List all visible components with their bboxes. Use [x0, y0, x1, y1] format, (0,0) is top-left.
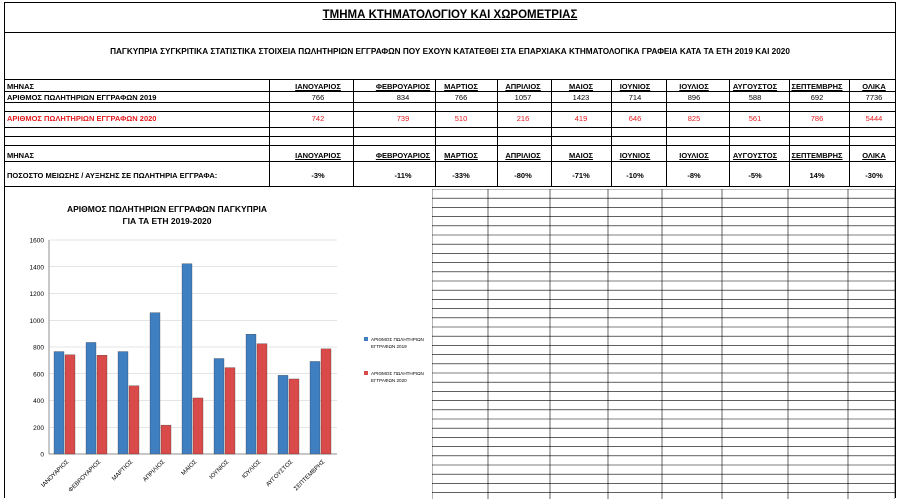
column-divider: [435, 79, 436, 187]
bar-2020: [321, 349, 331, 454]
column-divider: [666, 79, 667, 187]
x-tick-label: ΙΑΝΟΥΑΡΙΟΣ: [40, 459, 71, 489]
month-header: ΑΠΡΙΛΙΟΣ: [505, 82, 541, 91]
percentage-value: -3%: [311, 171, 325, 180]
y-tick-label: 800: [33, 344, 44, 352]
value-2020: 739: [396, 114, 410, 123]
column-divider: [551, 79, 552, 187]
chart-panel: [7, 189, 430, 499]
column-divider: [611, 79, 612, 187]
rule: [5, 91, 895, 92]
percentage-value: -33%: [452, 171, 470, 180]
value-2019: 834: [396, 93, 410, 102]
month-header-second: ΦΕΒΡΟΥΑΡΙΟΣ: [375, 151, 431, 160]
column-divider: [849, 79, 850, 187]
month-header-second: ΣΕΠΤΕΜΒΡΗΣ: [791, 151, 843, 160]
bar-2020: [161, 425, 171, 454]
x-tick-label: ΜΑΡΤΙΟΣ: [111, 459, 135, 483]
percentage-value: -71%: [572, 171, 590, 180]
value-2019: 896: [687, 93, 701, 102]
month-header: ΜΑΙΟΣ: [568, 82, 594, 91]
value-2019: 692: [810, 93, 824, 102]
rule: [5, 102, 895, 103]
column-divider: [497, 79, 498, 187]
month-header-second: ΑΥΓΟΥΣΤΟΣ: [732, 151, 778, 160]
report-sheet: [4, 2, 896, 498]
bar-2019: [278, 375, 288, 454]
bar-2019: [86, 342, 96, 454]
x-tick-label: ΙΟΥΛΙΟΣ: [241, 459, 263, 481]
percentage-value: 14%: [809, 171, 825, 180]
rule: [5, 79, 895, 80]
value-2020: 510: [454, 114, 468, 123]
rule: [5, 136, 895, 137]
x-tick-label: ΜΑΙΟΣ: [180, 459, 199, 477]
bar-2019: [118, 352, 128, 454]
month-header: ΦΕΒΡΟΥΑΡΙΟΣ: [375, 82, 431, 91]
page-title: ΤΜΗΜΑ ΚΤΗΜΑΤΟΛΟΓΙΟΥ ΚΑΙ ΧΩΡΟΜΕΤΡΙΑΣ: [322, 9, 578, 21]
y-tick-label: 1400: [29, 264, 44, 272]
value-2020: 5444: [865, 114, 883, 123]
value-2020: 825: [687, 114, 701, 123]
month-header-second: ΜΑΙΟΣ: [568, 151, 594, 160]
y-tick-label: 1000: [29, 317, 44, 325]
legend-swatch: [364, 371, 368, 375]
value-2020: 646: [628, 114, 642, 123]
month-header: ΙΟΥΛΙΟΣ: [679, 82, 709, 91]
bar-2019: [150, 313, 160, 454]
value-2019: 7736: [865, 93, 883, 102]
value-2019: 766: [454, 93, 468, 102]
row-2019-label: ΑΡΙΘΜΟΣ ΠΩΛΗΤΗΡΙΩΝ ΕΓΓΡΑΦΩΝ 2019: [7, 93, 157, 102]
percentage-value: -80%: [514, 171, 532, 180]
percentage-label: ΠΟΣΟΣΤΟ ΜΕΙΩΣΗΣ / ΑΥΞΗΣΗΣ ΣΕ ΠΩΛΗΤΗΡΙΑ ΕΓΓΡΑΦΑ:: [7, 171, 218, 180]
x-tick-label: ΑΥΓΟΥΣΤΟΣ: [265, 459, 295, 489]
bar-2019: [214, 359, 224, 454]
bar-2020: [193, 398, 203, 454]
y-tick-label: 1600: [29, 237, 44, 245]
value-2020: 786: [810, 114, 824, 123]
x-tick-label: ΦΕΒΡΟΥΑΡΙΟΣ: [67, 459, 103, 494]
column-divider: [269, 79, 270, 187]
month-header-second: ΙΑΝΟΥΑΡΙΟΣ: [295, 151, 341, 160]
legend-swatch: [364, 337, 368, 341]
x-tick-label: ΙΟΥΝΙΟΣ: [208, 459, 231, 481]
value-2020: 419: [574, 114, 588, 123]
month-header: ΜΑΡΤΙΟΣ: [444, 82, 478, 91]
y-tick-label: 200: [33, 424, 44, 432]
bar-2019: [246, 334, 256, 454]
value-2020: 561: [748, 114, 762, 123]
rule: [5, 127, 895, 128]
legend-label: ΑΡΙΘΜΟΣ ΠΩΛΗΤΗΡΙΩΝ ΕΓΓΡΑΦΩΝ 2020: [371, 371, 424, 383]
month-header: ΑΥΓΟΥΣΤΟΣ: [732, 82, 778, 91]
month-label: ΜΗΝΑΣ: [7, 82, 34, 91]
value-2019: 1057: [514, 93, 532, 102]
bar-2019: [310, 361, 320, 454]
month-header-second: ΙΟΥΛΙΟΣ: [679, 151, 709, 160]
month-header: ΣΕΠΤΕΜΒΡΗΣ: [791, 82, 843, 91]
bar-2020: [289, 379, 299, 454]
chart-subtitle: ΓΙΑ ΤΑ ΕΤΗ 2019-2020: [122, 216, 212, 226]
rule: [5, 111, 895, 112]
value-2019: 588: [748, 93, 762, 102]
value-2020: 216: [516, 114, 530, 123]
value-2019: 1423: [572, 93, 590, 102]
percentage-value: -8%: [687, 171, 701, 180]
month-header: ΙΑΝΟΥΑΡΙΟΣ: [295, 82, 341, 91]
bar-2020: [225, 368, 235, 454]
bar-chart: [7, 189, 430, 499]
y-tick-label: 0: [40, 451, 44, 459]
y-tick-label: 600: [33, 371, 44, 379]
month-header-second: ΑΠΡΙΛΙΟΣ: [505, 151, 541, 160]
month-header-second: ΟΛΙΚΑ: [862, 151, 886, 160]
month-label-second: ΜΗΝΑΣ: [7, 151, 34, 160]
bar-2019: [54, 352, 64, 454]
month-header: ΙΟΥΝΙΟΣ: [619, 82, 651, 91]
x-tick-label: ΣΕΠΤΕΜΒΡΗΣ: [293, 459, 327, 493]
month-header: ΟΛΙΚΑ: [862, 82, 886, 91]
column-divider: [353, 79, 354, 187]
bar-2020: [97, 355, 107, 454]
rule: [5, 186, 895, 187]
column-divider: [789, 79, 790, 187]
month-header-second: ΙΟΥΝΙΟΣ: [619, 151, 651, 160]
percentage-value: -11%: [394, 171, 412, 180]
chart-title: ΑΡΙΘΜΟΣ ΠΩΛΗΤΗΡΙΩΝ ΕΓΓΡΑΦΩΝ ΠΑΓΚΥΠΡΙΑ: [66, 204, 268, 214]
percentage-value: -5%: [748, 171, 762, 180]
bar-2020: [257, 344, 267, 454]
rule: [5, 161, 895, 162]
value-2020: 742: [311, 114, 325, 123]
bar-2019: [182, 264, 192, 454]
y-tick-label: 1200: [29, 291, 44, 298]
column-divider: [729, 79, 730, 187]
value-2019: 766: [311, 93, 325, 102]
rule: [5, 145, 895, 146]
percentage-value: -30%: [865, 171, 883, 180]
empty-cell-grid: [432, 189, 895, 499]
title-row: [5, 3, 895, 33]
bar-2020: [129, 386, 139, 454]
report-subtitle: ΠΑΓΚΥΠΡΙΑ ΣΥΓΚΡΙΤΙΚΑ ΣΤΑΤΙΣΤΙΚΑ ΣΤΟΙΧΕΙΑ ΠΩΛΗΤΗΡΙΩΝ ΕΓΓΡΑΦΩΝ ΠΟΥ ΕΧΟΥΝ ΚΑΤΑΤΕΘΕΙ ΣΤΑ ΕΠΑΡΧΙΑΚΑ ΚΤΗΜΑΤΟΛΟΓΙΚΑ ΓΡΑΦΕΙΑ ΚΑΤΑ ΤΑ ΕΤΗ 2019 ΚΑΙ 2020: [110, 47, 790, 56]
percentage-value: -10%: [626, 171, 644, 180]
y-tick-label: 400: [33, 398, 44, 405]
value-2019: 714: [628, 93, 642, 102]
x-tick-label: ΑΠΡΙΛΙΟΣ: [142, 459, 167, 484]
bar-2020: [65, 355, 75, 454]
legend-label: ΑΡΙΘΜΟΣ ΠΩΛΗΤΗΡΙΩΝ ΕΓΓΡΑΦΩΝ 2019: [371, 337, 424, 349]
month-header-second: ΜΑΡΤΙΟΣ: [444, 151, 478, 160]
row-2020-label: ΑΡΙΘΜΟΣ ΠΩΛΗΤΗΡΙΩΝ ΕΓΓΡΑΦΩΝ 2020: [7, 114, 157, 123]
